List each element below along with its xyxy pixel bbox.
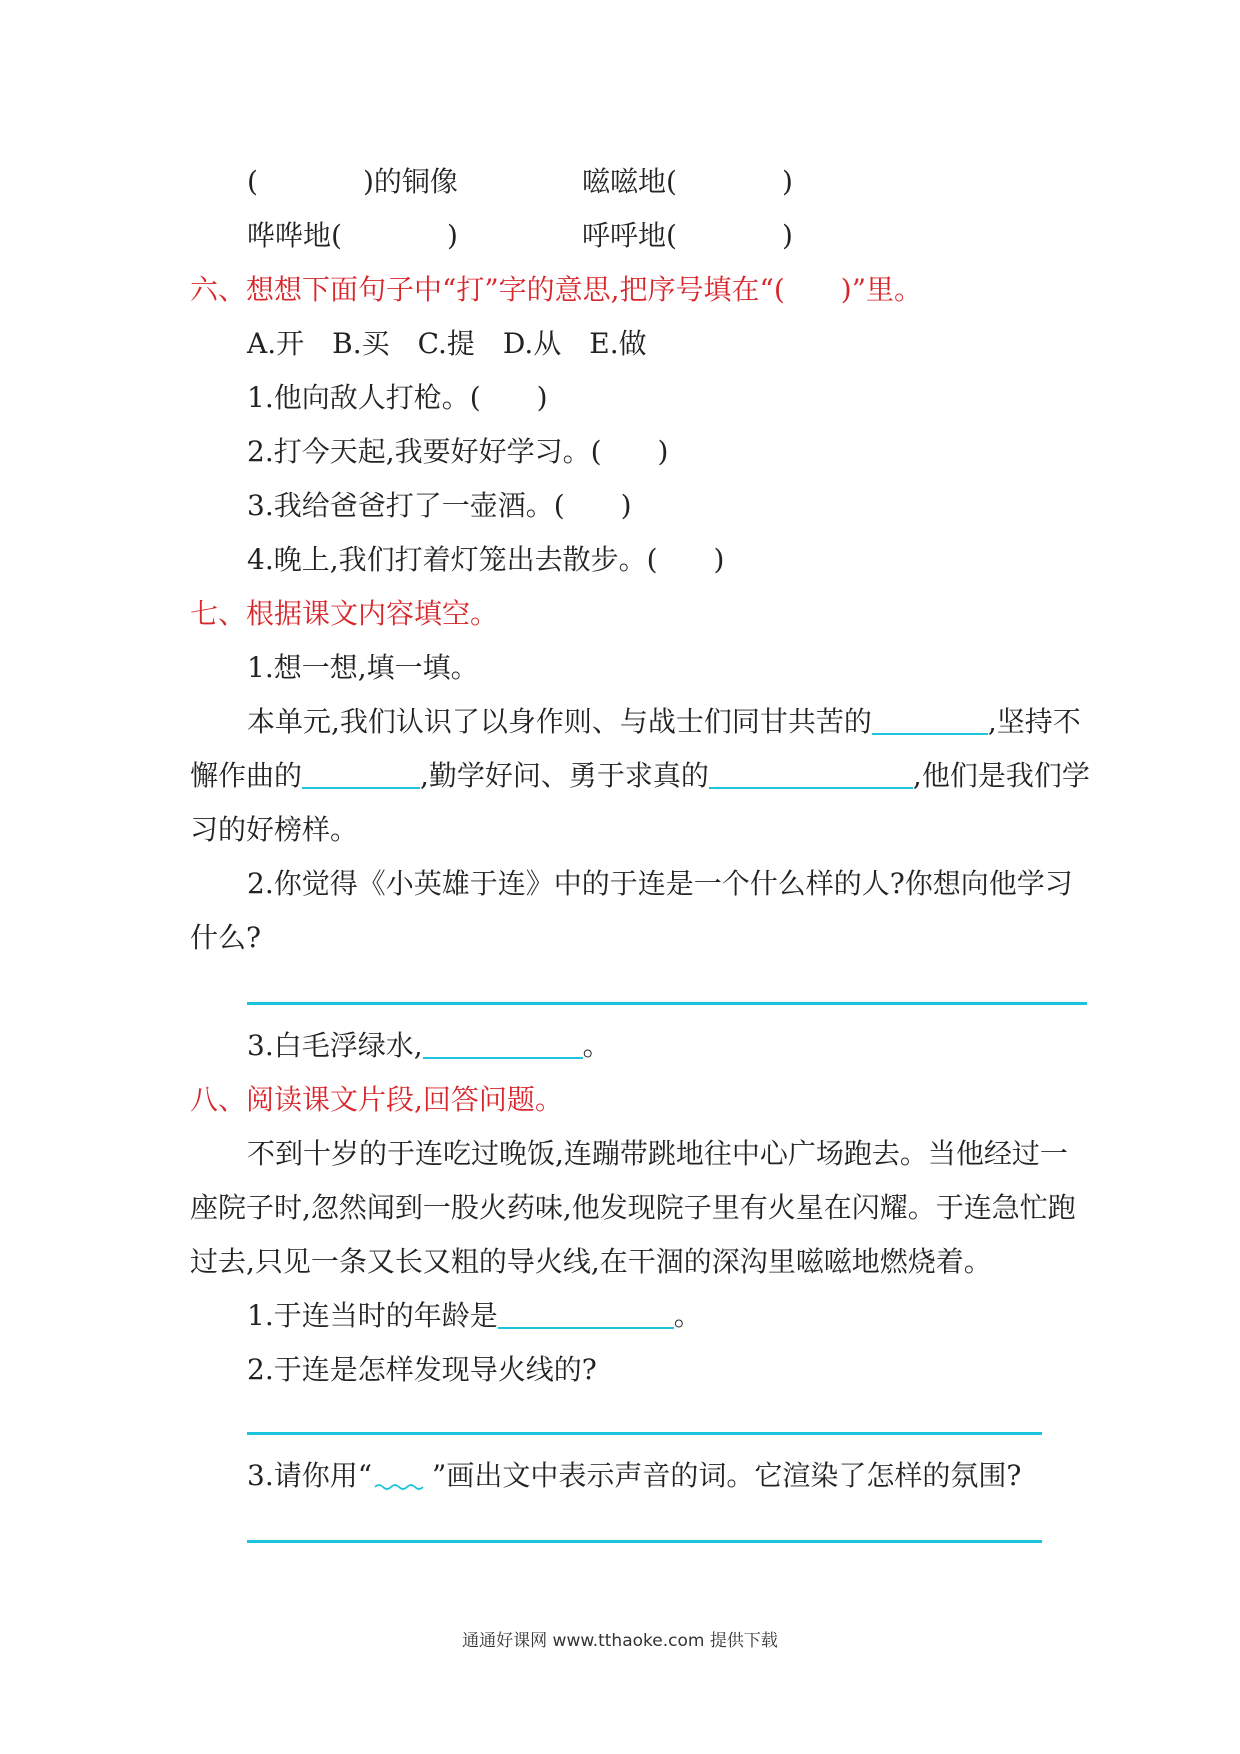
paren-close: )	[781, 165, 793, 198]
q5-row1-right	[582, 164, 793, 200]
paren-open: (	[247, 165, 258, 198]
paren-close: )	[781, 219, 793, 252]
para-text: ,他们是我们学	[912, 759, 1090, 792]
sub3-period: 。	[582, 1029, 611, 1062]
sub1-period: 。	[673, 1299, 702, 1332]
q6-item-3: 3.我给爸爸打了一壶酒。( )	[247, 489, 632, 522]
wavy-underline-icon	[372, 1461, 432, 1491]
q7-sub3	[247, 1028, 611, 1064]
q8-sub2: 2.于连是怎样发现导火线的?	[247, 1353, 597, 1386]
q8-sub3	[247, 1458, 1021, 1494]
q8-passage-line1: 不到十岁的于连吃过晚饭,连蹦带跳地往中心广场跑去。当他经过一	[247, 1137, 1068, 1170]
q5-row1-left	[247, 164, 458, 200]
q8-sub1	[247, 1298, 702, 1334]
q5-row2-left	[247, 218, 458, 254]
q8-passage-line3: 过去,只见一条又长又粗的导火线,在干涸的深沟里嗞嗞地燃烧着。	[190, 1245, 992, 1278]
footer-credit: 通通好课网 www.tthaoke.com 提供下载	[462, 1631, 778, 1651]
q6-heading: 六、想想下面句子中“打”字的意思,把序号填在“( )”里。	[190, 273, 923, 306]
fill-blank-3[interactable]	[709, 765, 913, 789]
q8-heading: 八、阅读课文片段,回答问题。	[190, 1083, 563, 1116]
sub1-text: 1.于连当时的年龄是	[247, 1299, 498, 1332]
para-text: ,坚持不	[987, 705, 1081, 738]
fill-blank-1[interactable]	[872, 711, 988, 735]
q8-answer-line-1[interactable]	[247, 1432, 1042, 1435]
q7-para-line3: 习的好榜样。	[190, 813, 359, 846]
sub3-text-end: ”画出文中表示声音的词。它渲染了怎样的氛围?	[432, 1459, 1022, 1492]
q7-sub2-line1: 2.你觉得《小英雄于连》中的于连是一个什么样的人?你想向他学习	[247, 867, 1073, 900]
word-prefix: 嗞嗞地(	[582, 165, 677, 198]
q7-para-line2	[190, 758, 1090, 794]
paren-close: )	[446, 219, 458, 252]
word-suffix: )的铜像	[362, 165, 458, 198]
para-text: 懈作曲的	[190, 759, 303, 792]
fill-blank-2[interactable]	[302, 765, 420, 789]
q7-heading: 七、根据课文内容填空。	[190, 597, 499, 630]
q8-passage-line2: 座院子时,忽然闻到一股火药味,他发现院子里有火星在闪耀。于连急忙跑	[190, 1191, 1076, 1224]
q7-sub2-line2: 什么?	[190, 921, 262, 954]
word-prefix: 哗哗地(	[247, 219, 342, 252]
fill-blank-4[interactable]	[423, 1035, 583, 1059]
q5-row2-right	[582, 218, 793, 254]
q6-options: A.开 B.买 C.提 D.从 E.做	[247, 327, 647, 360]
sub3-text: 3.请你用“	[247, 1459, 373, 1492]
q8-answer-line-2[interactable]	[247, 1540, 1042, 1543]
q7-para-line1	[247, 704, 1081, 740]
q6-item-1: 1.他向敌人打枪。( )	[247, 381, 548, 414]
word-prefix: 呼呼地(	[582, 219, 677, 252]
fill-blank-5[interactable]	[498, 1305, 674, 1329]
q7-sub1: 1.想一想,填一填。	[247, 651, 479, 684]
para-text: ,勤学好问、勇于求真的	[420, 759, 709, 792]
sub3-text: 3.白毛浮绿水,	[247, 1029, 423, 1062]
q6-item-4: 4.晚上,我们打着灯笼出去散步。( )	[247, 543, 725, 576]
para-text: 本单元,我们认识了以身作则、与战士们同甘共苦的	[247, 705, 872, 738]
q7-answer-line[interactable]	[247, 1002, 1087, 1005]
q6-item-2: 2.打今天起,我要好好学习。( )	[247, 435, 669, 468]
